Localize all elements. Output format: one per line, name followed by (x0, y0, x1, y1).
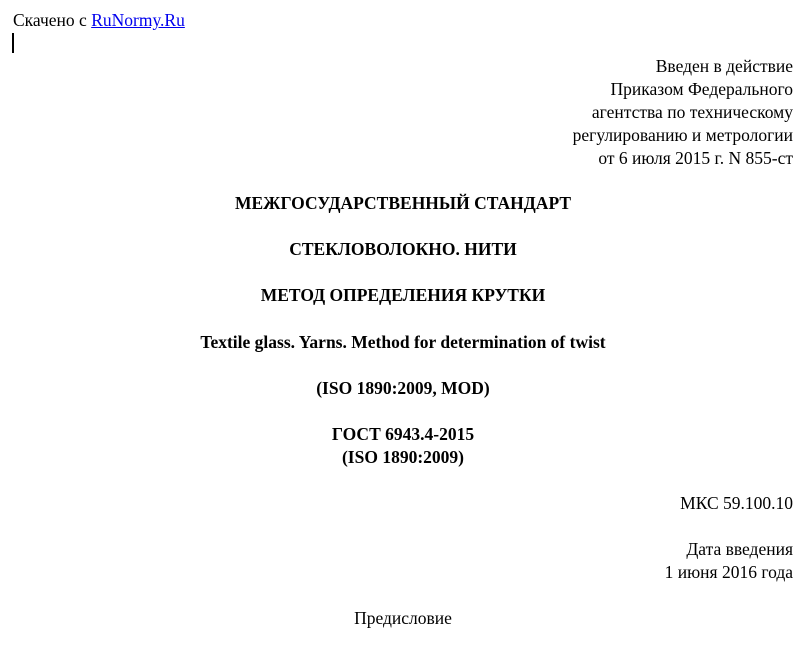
gost-number: ГОСТ 6943.4-2015 (331, 424, 475, 444)
mks-code: МКС 59.100.10 (680, 493, 793, 513)
intro-line: от 6 июля 2015 г. N 855-ст (598, 148, 793, 168)
iso-ref: (ISO 1890:2009) (341, 447, 464, 467)
intro-line: Приказом Федерального (610, 79, 793, 99)
intro-line: агентства по техническому (591, 102, 793, 122)
source-line (13, 9, 185, 32)
intro-line: регулированию и метрологии (572, 125, 793, 145)
intro-line: Введен в действие (655, 56, 793, 76)
title-ru-line-2: МЕТОД ОПРЕДЕЛЕНИЯ КРУТКИ (260, 285, 546, 305)
source-prefix: Скачено с (13, 10, 87, 30)
iso-ref-mod: (ISO 1890:2009, MOD) (316, 378, 490, 398)
source-site-link[interactable]: RuNormy.Ru (91, 10, 185, 30)
effective-date-label: Дата введения (686, 539, 793, 559)
title-ru-line-1: СТЕКЛОВОЛОКНО. НИТИ (289, 239, 517, 259)
effective-date-value: 1 июня 2016 года (664, 562, 793, 582)
foreword-heading: Предисловие (354, 608, 452, 628)
text-cursor (12, 33, 14, 53)
standard-type: МЕЖГОСУДАРСТВЕННЫЙ СТАНДАРТ (234, 193, 572, 213)
introduction-block (573, 55, 793, 170)
title-en: Textile glass. Yarns. Method for determination of twist (200, 332, 606, 352)
